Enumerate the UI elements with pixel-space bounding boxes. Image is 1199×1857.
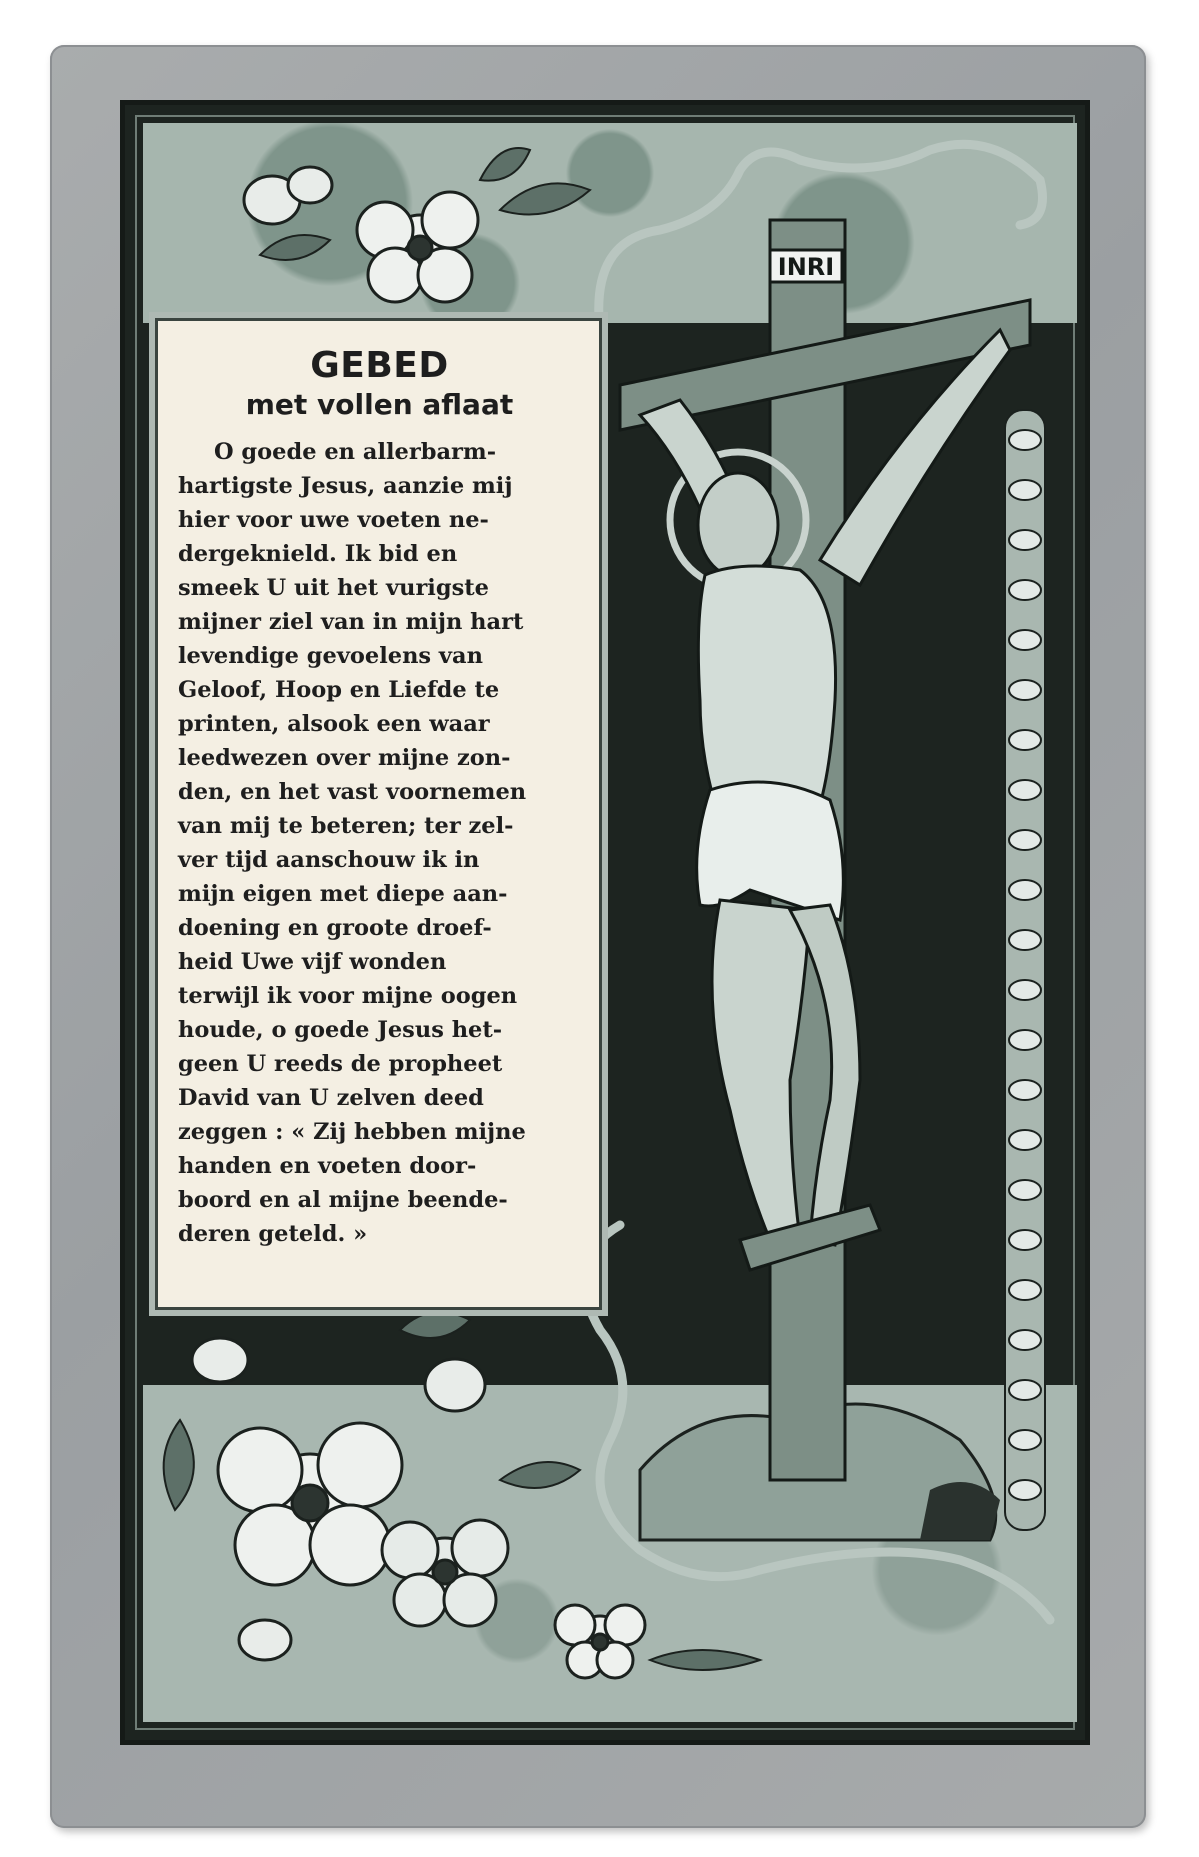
bud-icon [244,167,332,224]
top-flowers [244,148,590,302]
prayer-line: boord en al mijne beende- [178,1187,508,1213]
prayer-line: zeggen : « Zij hebben mijne [178,1119,526,1145]
prayer-title: GEBED [310,345,449,386]
prayer-line: David van U zelven deed [178,1085,484,1111]
prayer-line: terwijl ik voor mijne oogen [178,983,518,1009]
prayer-line: den, en het vast voornemen [178,779,527,805]
prayer-text [178,435,581,1251]
prayer-line: houde, o goede Jesus het- [178,1017,503,1043]
prayer-line: smeek U uit het vurigste [178,575,489,601]
flower-icon [218,1423,402,1585]
prayer-line: printen, alsook een waar [178,711,490,737]
prayer-line: heid Uwe vijf wonden [178,949,447,975]
prayer-line: doening en groote droef- [178,915,492,941]
prayer-line: Geloof, Hoop en Liefde te [178,677,500,703]
flower-icon [382,1520,508,1626]
prayer-line: geen U reeds de propheet [178,1051,503,1077]
rope-border [1005,410,1045,1530]
prayer-line: leedwezen over mijne zon- [178,745,511,771]
inri-text: INRI [777,253,835,281]
flower-icon [555,1605,645,1678]
prayer-subtitle: met vollen aflaat [245,388,514,421]
prayer-line: hier voor uwe voeten ne- [178,507,489,533]
prayer-line: deren geteld. » [178,1221,368,1247]
prayer-line: handen en voeten door- [178,1153,477,1179]
prayer-line: mijner ziel van in mijn hart [178,609,524,635]
prayer-panel [155,318,602,1310]
prayer-line: mijn eigen met diepe aan- [178,881,508,907]
prayer-line: levendige gevoelens van [178,643,483,669]
prayer-line: ver tijd aanschouw ik in [178,847,480,873]
prayer-line: dergeknield. Ik bid en [178,541,458,567]
flower-icon [357,192,478,302]
prayer-line: van mij te beteren; ter zel- [178,813,514,839]
prayer-line: O goede en allerbarm- [214,439,497,465]
prayer-line: hartigste Jesus, aanzie mij [178,473,513,499]
